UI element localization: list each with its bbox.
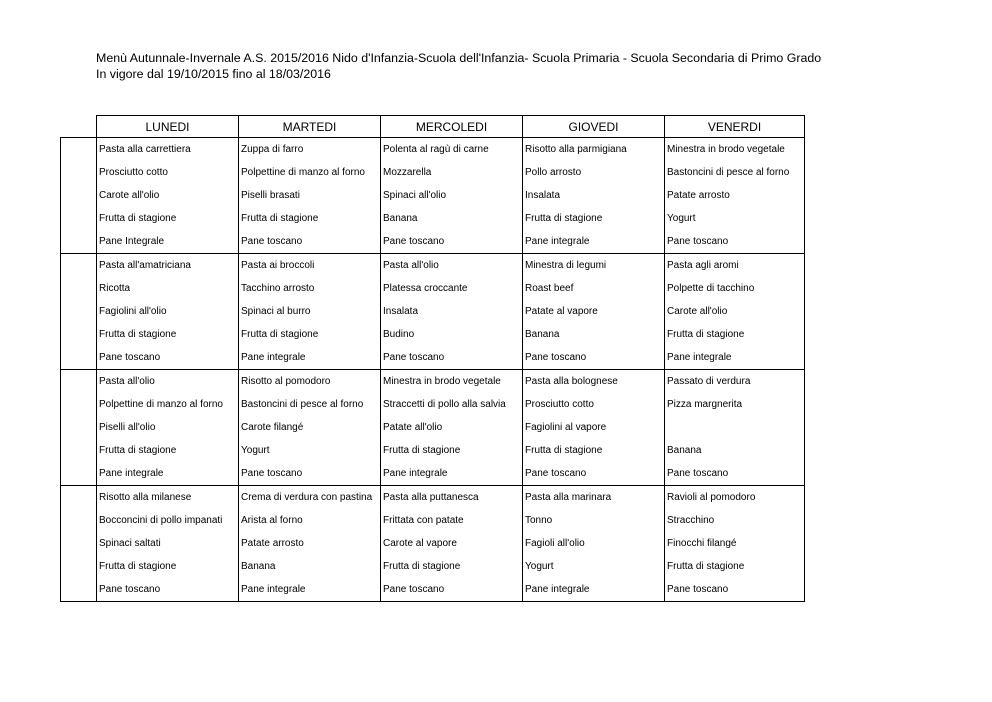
table-row xyxy=(61,161,805,184)
menu-cell xyxy=(97,555,239,578)
day-header-monday: LUNEDI xyxy=(97,116,239,138)
menu-cell xyxy=(523,346,665,370)
menu-item-text: Fagioli all'olio xyxy=(525,538,585,549)
menu-item-text: Tacchino arrosto xyxy=(241,283,315,294)
menu-cell xyxy=(665,207,805,230)
menu-cell xyxy=(665,462,805,486)
menu-item-text: Prosciutto cotto xyxy=(525,399,594,410)
menu-item-text: Frutta di stagione xyxy=(383,445,461,456)
menu-item-text: Risotto al pomodoro xyxy=(241,376,331,387)
menu-cell xyxy=(523,277,665,300)
menu-cell xyxy=(381,370,523,394)
menu-cell xyxy=(97,393,239,416)
table-row xyxy=(61,578,805,602)
menu-cell xyxy=(381,161,523,184)
menu-item-text: Pane toscano xyxy=(383,584,445,595)
menu-cell xyxy=(97,161,239,184)
menu-cell xyxy=(381,439,523,462)
menu-cell xyxy=(239,509,381,532)
document-title xyxy=(96,50,821,82)
menu-body xyxy=(61,138,805,602)
menu-item-text: Platessa croccante xyxy=(383,283,468,294)
menu-cell xyxy=(97,578,239,602)
menu-cell xyxy=(665,300,805,323)
menu-item-text: Polenta al ragù di carne xyxy=(383,144,489,155)
menu-item-text: Passato di verdura xyxy=(667,376,751,387)
menu-item-text: Frutta di stagione xyxy=(99,213,177,224)
menu-item-text: Mozzarella xyxy=(383,167,432,178)
menu-item-text: Pane integrale xyxy=(525,236,590,247)
menu-item-text: Pasta agli aromi xyxy=(667,260,739,271)
menu-item-text: Pizza margnerita xyxy=(667,399,743,410)
menu-item-text: Pasta alla bolognese xyxy=(525,376,618,387)
menu-item-text: Carote filangé xyxy=(241,422,304,433)
menu-item-text: Fagiolini all'olio xyxy=(99,306,167,317)
menu-item-text: Spinaci saltati xyxy=(99,538,161,549)
menu-cell xyxy=(97,370,239,394)
menu-cell xyxy=(97,254,239,278)
menu-cell xyxy=(97,207,239,230)
menu-item-text: Frutta di stagione xyxy=(241,213,319,224)
menu-item-text: Pane toscano xyxy=(241,468,303,479)
menu-cell xyxy=(665,161,805,184)
table-row xyxy=(61,277,805,300)
menu-cell xyxy=(523,393,665,416)
menu-item-text: Banana xyxy=(525,329,560,340)
menu-item-text: Minestra di legumi xyxy=(525,260,607,271)
menu-item-text: Insalata xyxy=(383,306,419,317)
menu-cell xyxy=(523,462,665,486)
menu-cell xyxy=(665,486,805,510)
menu-cell xyxy=(381,184,523,207)
menu-item-text: Banana xyxy=(383,213,418,224)
menu-cell xyxy=(523,138,665,162)
menu-cell xyxy=(239,161,381,184)
menu-cell xyxy=(381,138,523,162)
menu-item-text: Arista al forno xyxy=(241,515,303,526)
menu-cell xyxy=(523,300,665,323)
menu-cell xyxy=(97,486,239,510)
menu-cell xyxy=(665,277,805,300)
table-row xyxy=(61,416,805,439)
menu-cell xyxy=(239,207,381,230)
table-row xyxy=(61,370,805,394)
menu-item-text: Yogurt xyxy=(525,561,554,572)
menu-cell xyxy=(97,300,239,323)
menu-item-text: Frutta di stagione xyxy=(525,213,603,224)
menu-cell xyxy=(665,578,805,602)
menu-item-text: Carote al vapore xyxy=(383,538,457,549)
menu-item-text: Pasta ai broccoli xyxy=(241,260,315,271)
day-header-thursday: GIOVEDI xyxy=(523,116,665,138)
table-row xyxy=(61,532,805,555)
menu-cell xyxy=(97,184,239,207)
day-header-tuesday: MARTEDI xyxy=(239,116,381,138)
week-label-cell xyxy=(61,486,97,602)
menu-cell xyxy=(381,277,523,300)
menu-item-text: Frutta di stagione xyxy=(525,445,603,456)
menu-cell xyxy=(239,555,381,578)
menu-cell xyxy=(239,346,381,370)
title-line-2: In vigore dal 19/10/2015 fino al 18/03/2016 xyxy=(96,67,331,81)
menu-cell xyxy=(523,532,665,555)
menu-item-text: Polpette di tacchino xyxy=(667,283,755,294)
menu-item-text: Pasta all'olio xyxy=(99,376,155,387)
menu-cell xyxy=(665,532,805,555)
menu-item-text: Yogurt xyxy=(667,213,696,224)
menu-cell xyxy=(665,439,805,462)
menu-item-text: Frutta di stagione xyxy=(667,561,745,572)
menu-cell xyxy=(239,184,381,207)
menu-cell xyxy=(97,532,239,555)
menu-cell xyxy=(523,486,665,510)
table-row xyxy=(61,230,805,254)
menu-item-text: Crema di verdura con pastina xyxy=(241,492,373,503)
week-label-cell xyxy=(61,254,97,370)
menu-item-text: Pane toscano xyxy=(99,584,161,595)
menu-item-text: Pane toscano xyxy=(383,352,445,363)
menu-item-text: Carote all'olio xyxy=(99,190,160,201)
menu-cell xyxy=(665,323,805,346)
table-row xyxy=(61,323,805,346)
table-row xyxy=(61,254,805,278)
menu-item-text: Bastoncini di pesce al forno xyxy=(667,167,790,178)
menu-cell xyxy=(665,555,805,578)
menu-cell xyxy=(523,184,665,207)
table-row xyxy=(61,300,805,323)
menu-item-text: Budino xyxy=(383,329,415,340)
table-row xyxy=(61,439,805,462)
menu-item-text: Prosciutto cotto xyxy=(99,167,168,178)
day-header-wednesday: MERCOLEDI xyxy=(381,116,523,138)
menu-cell xyxy=(239,300,381,323)
menu-cell xyxy=(523,578,665,602)
table-row xyxy=(61,207,805,230)
menu-item-text: Roast beef xyxy=(525,283,574,294)
menu-cell xyxy=(381,578,523,602)
corner-cell xyxy=(61,116,97,138)
menu-cell xyxy=(239,462,381,486)
day-header-row xyxy=(61,116,805,138)
menu-item-text: Stracchino xyxy=(667,515,715,526)
menu-cell xyxy=(381,532,523,555)
menu-cell xyxy=(97,138,239,162)
menu-cell xyxy=(97,323,239,346)
menu-cell xyxy=(381,393,523,416)
menu-cell xyxy=(381,555,523,578)
title-line-1: Menù Autunnale-Invernale A.S. 2015/2016 Nido d'Infanzia-Scuola dell'Infanzia- Scuola Primaria - Scuola Secondaria di Primo Grado xyxy=(96,51,822,65)
menu-cell xyxy=(523,161,665,184)
menu-cell xyxy=(665,138,805,162)
menu-item-text: Pane integrale xyxy=(383,468,448,479)
menu-item-text: Bastoncini di pesce al forno xyxy=(241,399,364,410)
menu-item-text: Ricotta xyxy=(99,283,131,294)
table-row xyxy=(61,138,805,162)
table-row xyxy=(61,393,805,416)
menu-item-text: Spinaci all'olio xyxy=(383,190,447,201)
menu-item-text: Pane toscano xyxy=(99,352,161,363)
menu-cell xyxy=(665,370,805,394)
menu-item-text: Patate al vapore xyxy=(525,306,598,317)
week-label-cell xyxy=(61,138,97,254)
menu-item-text: Zuppa di farro xyxy=(241,144,304,155)
menu-cell xyxy=(381,230,523,254)
menu-cell xyxy=(381,346,523,370)
menu-item-text: Pasta alla carrettiera xyxy=(99,144,191,155)
menu-item-text: Pane toscano xyxy=(525,468,587,479)
menu-cell xyxy=(523,555,665,578)
menu-item-text: Patate arrosto xyxy=(241,538,304,549)
menu-item-text: Pane integrale xyxy=(241,352,306,363)
menu-cell xyxy=(665,184,805,207)
menu-item-text: Banana xyxy=(241,561,276,572)
menu-cell xyxy=(239,486,381,510)
menu-cell xyxy=(239,370,381,394)
menu-cell xyxy=(665,509,805,532)
menu-item-text: Frutta di stagione xyxy=(99,445,177,456)
menu-item-text: Yogurt xyxy=(241,445,270,456)
menu-cell xyxy=(97,230,239,254)
menu-item-text: Pane toscano xyxy=(241,236,303,247)
menu-item-text: Banana xyxy=(667,445,702,456)
menu-item-text: Piselli all'olio xyxy=(99,422,156,433)
menu-cell xyxy=(97,277,239,300)
menu-item-text: Pasta alla marinara xyxy=(525,492,612,503)
menu-cell xyxy=(239,277,381,300)
menu-item-text: Carote all'olio xyxy=(667,306,728,317)
menu-item-text: Tonno xyxy=(525,515,553,526)
menu-item-text: Frutta di stagione xyxy=(667,329,745,340)
menu-cell xyxy=(523,370,665,394)
menu-item-text: Polpettine di manzo al forno xyxy=(99,399,223,410)
menu-item-text: Pane toscano xyxy=(383,236,445,247)
menu-item-text: Pasta alla puttanesca xyxy=(383,492,479,503)
menu-cell xyxy=(523,416,665,439)
menu-item-text: Straccetti di pollo alla salvia xyxy=(383,399,506,410)
menu-cell xyxy=(665,393,805,416)
table-row xyxy=(61,486,805,510)
menu-table xyxy=(60,115,805,602)
menu-item-text: Pane integrale xyxy=(99,468,164,479)
menu-cell xyxy=(97,509,239,532)
menu-item-text: Pane toscano xyxy=(667,584,729,595)
menu-cell xyxy=(239,439,381,462)
menu-cell xyxy=(381,462,523,486)
menu-item-text: Patate all'olio xyxy=(383,422,443,433)
menu-cell xyxy=(665,254,805,278)
menu-cell xyxy=(239,254,381,278)
menu-cell xyxy=(381,509,523,532)
menu-item-text: Pollo arrosto xyxy=(525,167,582,178)
menu-cell xyxy=(239,532,381,555)
table-row xyxy=(61,462,805,486)
menu-cell xyxy=(381,416,523,439)
menu-item-text: Fagiolini al vapore xyxy=(525,422,607,433)
menu-cell xyxy=(97,416,239,439)
menu-item-text: Pane integrale xyxy=(241,584,306,595)
menu-item-text: Minestra in brodo vegetale xyxy=(667,144,785,155)
menu-item-text: Pasta all'amatriciana xyxy=(99,260,191,271)
menu-item-text: Pane integrale xyxy=(667,352,732,363)
menu-item-text: Ravioli al pomodoro xyxy=(667,492,756,503)
menu-cell xyxy=(523,509,665,532)
menu-item-text: Frutta di stagione xyxy=(383,561,461,572)
menu-item-text: Risotto alla parmigiana xyxy=(525,144,627,155)
table-row xyxy=(61,346,805,370)
day-header-friday: VENERDI xyxy=(665,116,805,138)
menu-cell xyxy=(381,300,523,323)
menu-cell xyxy=(239,323,381,346)
menu-cell xyxy=(523,439,665,462)
menu-cell xyxy=(665,346,805,370)
menu-cell xyxy=(97,439,239,462)
table-row xyxy=(61,509,805,532)
menu-item-text: Polpettine di manzo al forno xyxy=(241,167,365,178)
menu-cell xyxy=(239,393,381,416)
menu-item-text: Frutta di stagione xyxy=(241,329,319,340)
menu-item-text: Minestra in brodo vegetale xyxy=(383,376,501,387)
menu-cell xyxy=(523,207,665,230)
menu-cell xyxy=(665,230,805,254)
menu-cell xyxy=(239,578,381,602)
menu-cell xyxy=(97,462,239,486)
menu-cell xyxy=(239,416,381,439)
menu-cell xyxy=(523,323,665,346)
menu-item-text: Pane toscano xyxy=(667,236,729,247)
menu-cell xyxy=(523,230,665,254)
table-row xyxy=(61,184,805,207)
menu-cell xyxy=(97,346,239,370)
menu-item-text: Pasta all'olio xyxy=(383,260,439,271)
menu-item-text: Patate arrosto xyxy=(667,190,730,201)
menu-item-text: Spinaci al burro xyxy=(241,306,311,317)
menu-item-text: Risotto alla milanese xyxy=(99,492,192,503)
menu-cell xyxy=(381,323,523,346)
menu-item-text: Pane toscano xyxy=(667,468,729,479)
menu-item-text: Frutta di stagione xyxy=(99,561,177,572)
menu-cell xyxy=(239,230,381,254)
menu-cell xyxy=(665,416,805,439)
week-label-cell xyxy=(61,370,97,486)
menu-cell xyxy=(523,254,665,278)
menu-cell xyxy=(381,486,523,510)
table-row xyxy=(61,555,805,578)
menu-cell xyxy=(239,138,381,162)
menu-item-text: Finocchi filangé xyxy=(667,538,737,549)
menu-item-text: Frittata con patate xyxy=(383,515,464,526)
menu-item-text: Insalata xyxy=(525,190,561,201)
menu-item-text: Piselli brasati xyxy=(241,190,300,201)
menu-item-text: Pane toscano xyxy=(525,352,587,363)
menu-item-text: Pane Integrale xyxy=(99,236,165,247)
menu-item-text: Pane integrale xyxy=(525,584,590,595)
menu-item-text: Bocconcini di pollo impanati xyxy=(99,515,223,526)
menu-cell xyxy=(381,207,523,230)
menu-item-text: Frutta di stagione xyxy=(99,329,177,340)
menu-cell xyxy=(381,254,523,278)
